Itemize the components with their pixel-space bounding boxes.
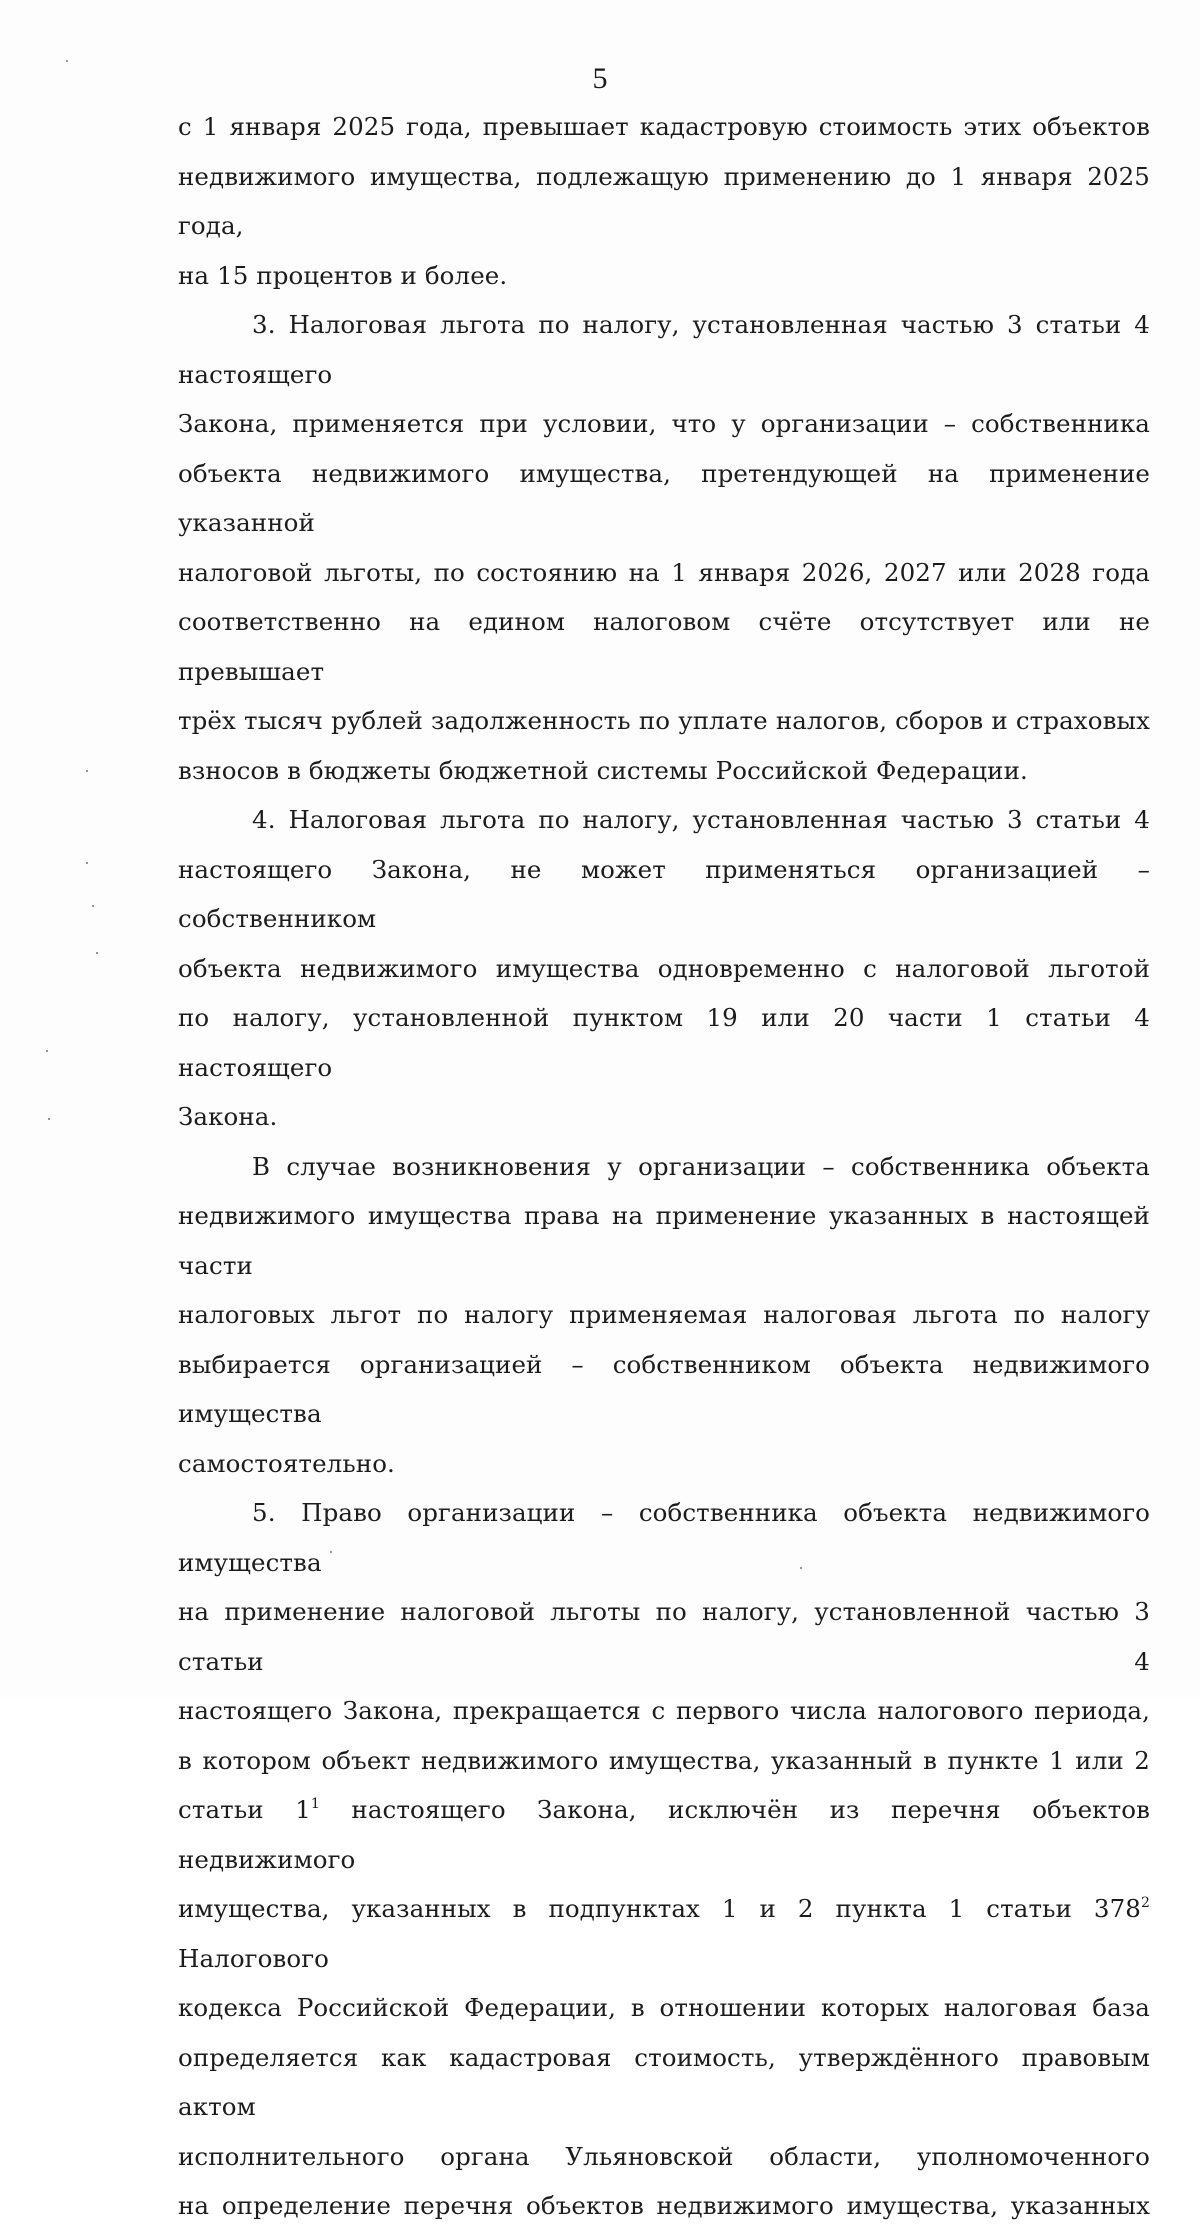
- text-line: объекта недвижимого имущества одновременно с налоговой льготой: [178, 953, 1150, 983]
- paragraph-item-4: [178, 795, 1150, 1142]
- text-line: Закона, применяется при условии, что у организации – собственника: [178, 409, 1150, 438]
- text-line: налоговых льгот по налогу применяемая налоговая льгота по налогу: [178, 1300, 1150, 1329]
- text-line: настоящего Закона, прекращается с первого числа налогового периода,: [178, 1696, 1150, 1725]
- text-line: 4. Налоговая льгота по налогу, установленная частью 3 статьи 4: [252, 805, 1150, 834]
- scan-speck: [330, 1551, 332, 1553]
- scan-speck: [86, 770, 88, 772]
- text-segment: настоящего Закона, исключён из перечня объектов недвижимого: [178, 1795, 1150, 1874]
- text-line: выбирается организацией – собственником объекта недвижимого имущества: [178, 1349, 1150, 1428]
- paragraph-continuation: [178, 102, 1150, 300]
- text-line: недвижимого имущества, подлежащую применению до 1 января 2025 года,: [178, 161, 1150, 240]
- text-line: объекта недвижимого имущества, претендующей на применение указанной: [178, 458, 1150, 537]
- text-line: недвижимого имущества права на применение указанных в настоящей части: [178, 1201, 1150, 1280]
- scan-speck: [96, 952, 98, 954]
- text-line: на применение налоговой льготы по налогу, установленной частью 3 статьи 4: [178, 1597, 1150, 1676]
- scan-speck: [800, 1567, 802, 1569]
- text-line: на определение перечня объектов недвижимого имущества, указанных: [178, 2191, 1150, 2220]
- scan-speck: [66, 60, 68, 62]
- text-segment: Налогового: [178, 1943, 330, 1973]
- text-line: взносов в бюджеты бюджетной системы Российской Федерации.: [178, 755, 1028, 785]
- document-body: [178, 102, 1150, 2231]
- text-line: [178, 1785, 1150, 1884]
- text-line: настоящего Закона, не может применяться организацией – собственником: [178, 854, 1150, 933]
- text-line: на 15 процентов и более.: [178, 260, 508, 290]
- text-line: в котором объект недвижимого имущества, указанный в пункте 1 или 2: [178, 1745, 1150, 1775]
- text-line: [178, 1884, 1150, 1983]
- text-line: по налогу, установленной пунктом 19 или 20 части 1 статьи 4 настоящего: [178, 1003, 1150, 1082]
- paragraph-item-4-continued: [178, 1142, 1150, 1489]
- text-line: с 1 января 2025 года, превышает кадастровую стоимость этих объектов: [178, 112, 1150, 141]
- text-line: самостоятельно.: [178, 1448, 395, 1478]
- text-line: 3. Налоговая льгота по налогу, установленная частью 3 статьи 4 настоящего: [178, 310, 1150, 389]
- text-line: 5. Право организации – собственника объекта недвижимого имущества: [178, 1498, 1150, 1577]
- scan-speck: [46, 1050, 48, 1052]
- text-line: налоговой льготы, по состоянию на 1 января 2026, 2027 или 2028 года: [178, 557, 1150, 587]
- text-line: Закона.: [178, 1102, 278, 1131]
- scan-speck: [86, 862, 88, 864]
- text-line: трёх тысяч рублей задолженность по уплате налогов, сборов и страховых: [178, 706, 1150, 735]
- paragraph-item-5: [178, 1488, 1150, 2231]
- paragraph-item-3: [178, 300, 1150, 795]
- text-line: В случае возникновения у организации – собственника объекта: [252, 1151, 1150, 1181]
- text-line: определяется как кадастровая стоимость, утверждённого правовым актом: [178, 2042, 1150, 2121]
- scan-speck: [48, 1118, 50, 1120]
- text-segment: имущества, указанных в подпунктах 1 и 2 пункта 1 статьи 378: [178, 1894, 1141, 1923]
- scan-speck: [92, 905, 94, 907]
- text-line: соответственно на едином налоговом счёте отсутствует или не превышает: [178, 607, 1150, 686]
- text-segment: статьи 1: [178, 1795, 311, 1824]
- text-line: исполнительного органа Ульяновской области, уполномоченного: [178, 2141, 1150, 2171]
- superscript: 2: [1140, 1895, 1150, 1911]
- superscript: 1: [310, 1796, 320, 1812]
- page-number: 5: [592, 62, 608, 95]
- text-line: кодекса Российской Федерации, в отношении которых налоговая база: [178, 1993, 1150, 2022]
